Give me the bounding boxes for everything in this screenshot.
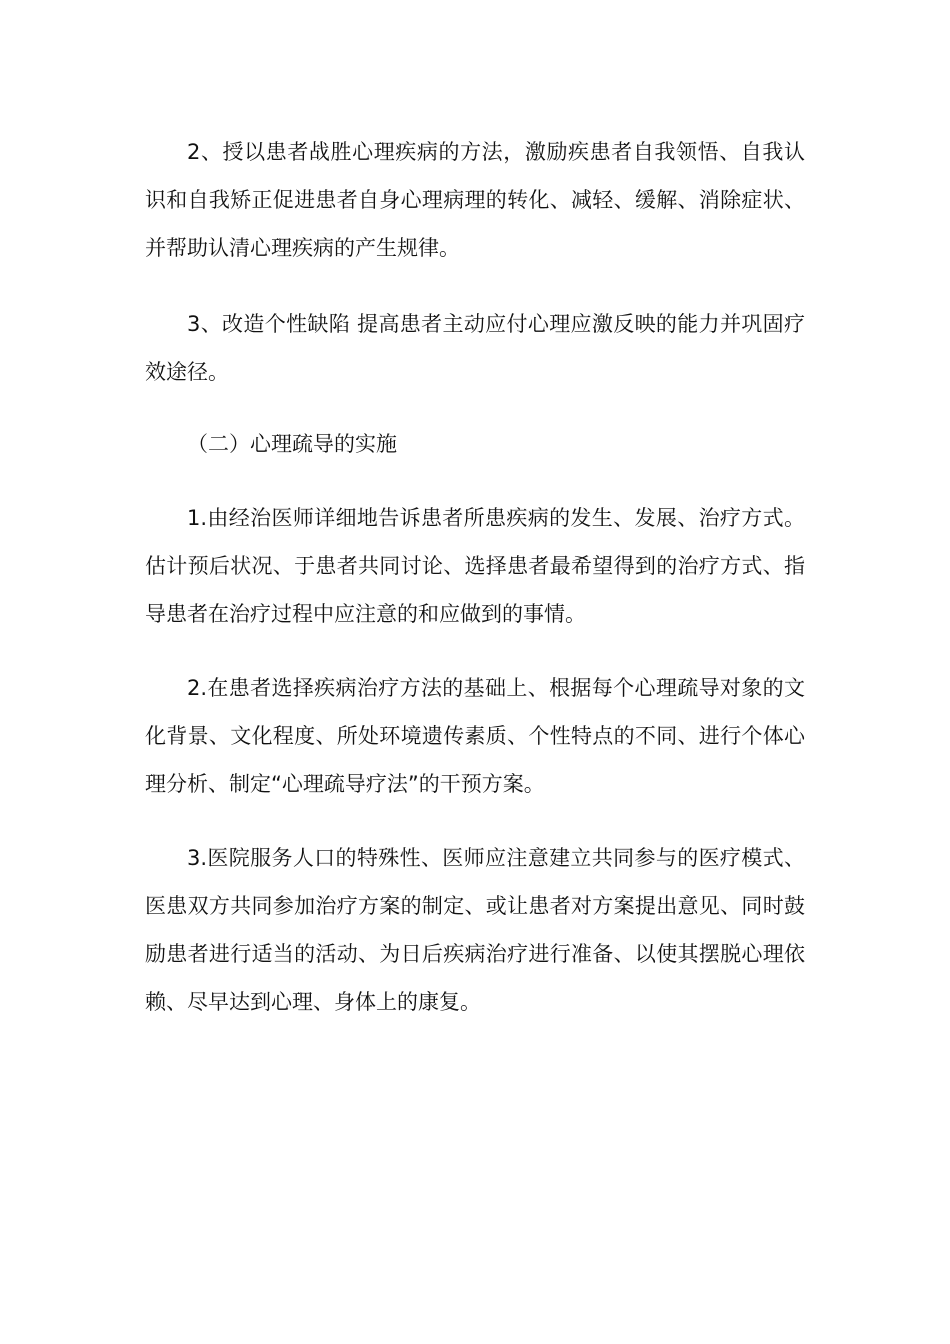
paragraph-step-2: 2.在患者选择疾病治疗方法的基础上、根据每个心理疏导对象的文化背景、文化程度、所处环境遗传素质、个性特点的不同、进行个体心理分析、制定“心理疏导疗法”的干预方案。	[145, 676, 805, 796]
section-heading: （二）心理疏导的实施	[187, 432, 397, 456]
paragraph-personality: 3、改造个性缺陷 提高患者主动应付心理应激反映的能力并巩固疗效途径。	[145, 312, 805, 384]
paragraph-step-3: 3.医院服务人口的特殊性、医师应注意建立共同参与的医疗模式、医患双方共同参加治疗方案的制定、或让患者对方案提出意见、同时鼓励患者进行适当的活动、为日后疾病治疗进行准备、以使其摆脱心理依赖、尽早达到心理、身体上的康复。	[145, 846, 805, 1014]
paragraph-step-1: 1.由经治医师详细地告诉患者所患疾病的发生、发展、治疗方式。估计预后状况、于患者共同讨论、选择患者最希望得到的治疗方式、指导患者在治疗过程中应注意的和应做到的事情。	[145, 506, 805, 626]
paragraph-method: 2、授以患者战胜心理疾病的方法，激励疾患者自我领悟、自我认识和自我矫正促进患者自身心理病理的转化、减轻、缓解、消除症状、并帮助认清心理疾病的产生规律。	[145, 140, 805, 260]
